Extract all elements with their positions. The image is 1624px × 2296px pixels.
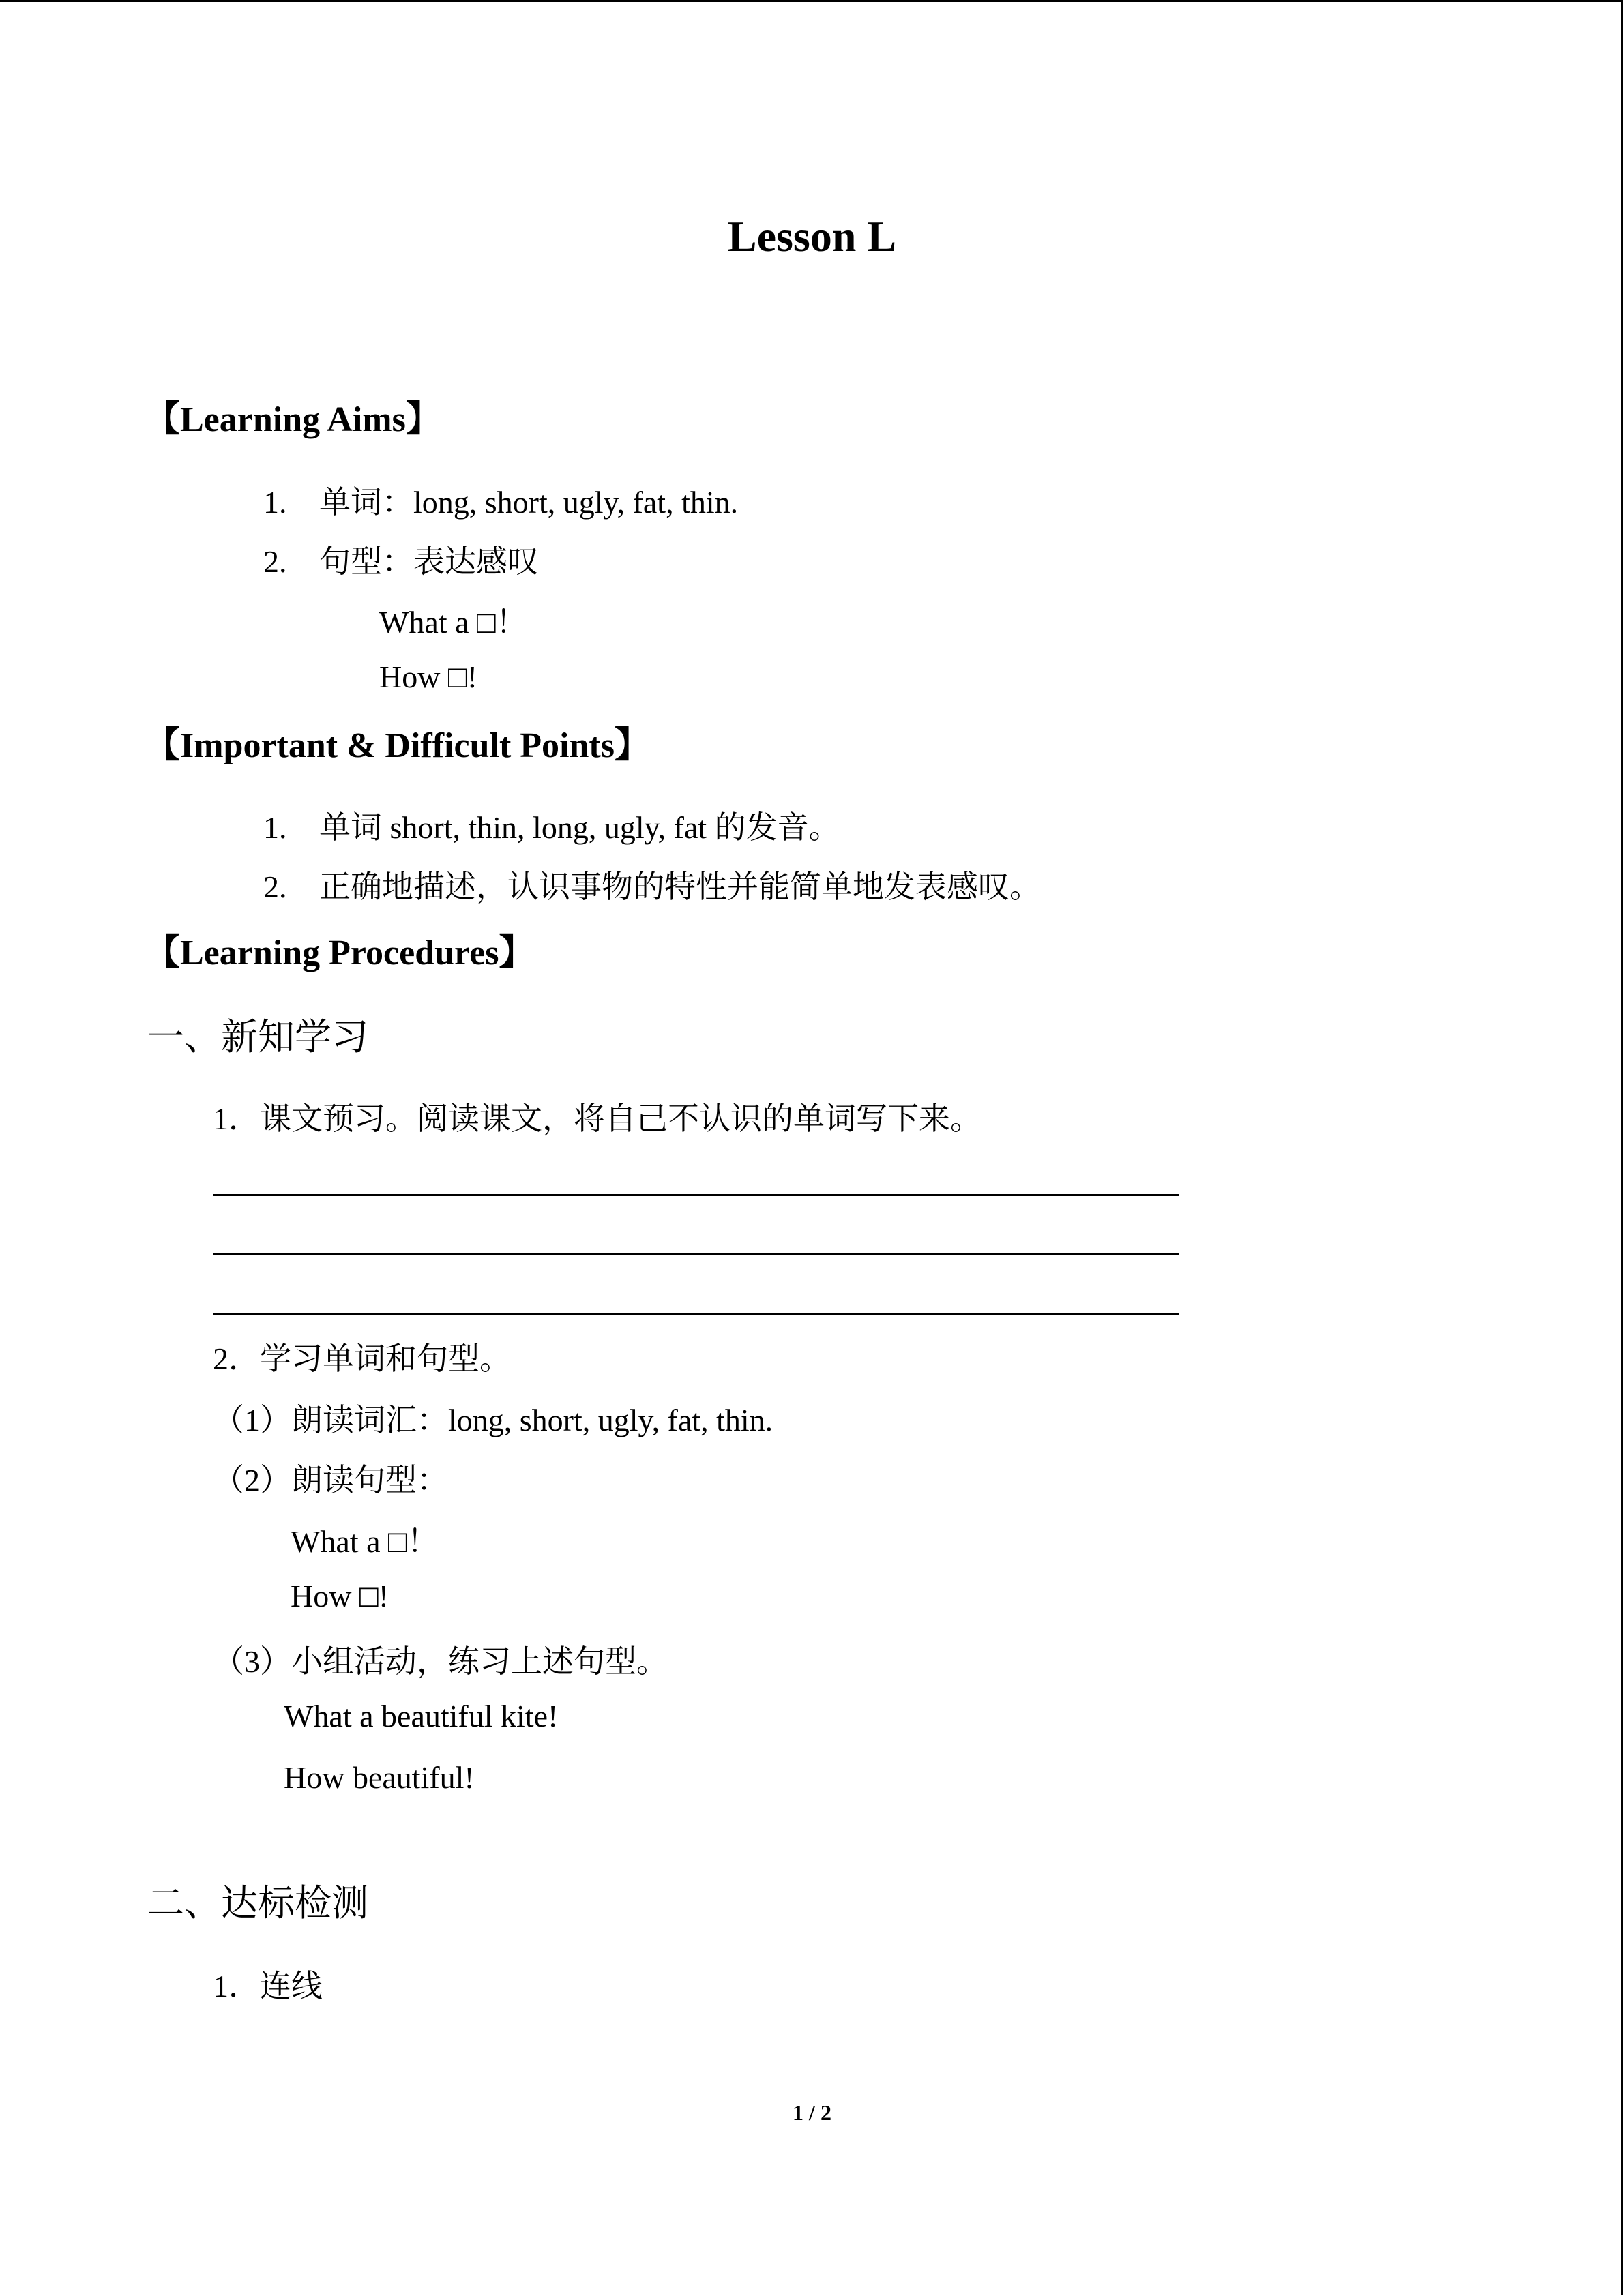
page-number: 1 / 2 bbox=[793, 2100, 831, 2125]
page-title: Lesson L bbox=[727, 212, 897, 260]
item-text: 单词：long, short, ugly, fat, thin. bbox=[319, 485, 739, 520]
step2-text: 2．学习单词和句型。 bbox=[213, 1341, 511, 1376]
part2-title: 二、达标检测 bbox=[147, 1883, 368, 1924]
learning-aim-item bbox=[263, 477, 738, 522]
pattern-how: How □! bbox=[291, 1579, 389, 1613]
item-text: 正确地描述，认识事物的特性并能简单地发表感叹。 bbox=[319, 869, 1041, 904]
item-text: 句型：表达感叹 bbox=[319, 544, 539, 579]
procedures-heading: 【Learning Procedures】 bbox=[145, 934, 535, 972]
item-number: 2. bbox=[263, 544, 287, 579]
part1-title: 一、新知学习 bbox=[147, 1017, 368, 1058]
step1-text: 1．课文预习。阅读课文，将自己不认识的单词写下来。 bbox=[213, 1101, 981, 1136]
answer-line[interactable] bbox=[213, 1313, 1179, 1315]
item-number: 2. bbox=[263, 869, 287, 904]
sub-step-group-activity: （3）小组活动，练习上述句型。 bbox=[213, 1644, 668, 1679]
example-sentence: How beautiful! bbox=[284, 1760, 475, 1795]
answer-line[interactable] bbox=[213, 1253, 1179, 1255]
item-text: 单词 short, thin, long, ugly, fat 的发音。 bbox=[319, 810, 840, 845]
answer-line[interactable] bbox=[213, 1194, 1179, 1196]
pattern-what: What a □！ bbox=[291, 1524, 439, 1559]
example-sentence: What a beautiful kite! bbox=[284, 1699, 559, 1733]
learning-aims-heading: 【Learning Aims】 bbox=[145, 400, 441, 439]
pattern-how: How □! bbox=[379, 659, 478, 694]
part2-step1: 1．连线 bbox=[213, 1969, 323, 2003]
important-points-heading: 【Important & Difficult Points】 bbox=[145, 726, 650, 765]
item-number: 1. bbox=[263, 810, 287, 845]
learning-aim-item bbox=[263, 537, 539, 582]
important-point-item bbox=[263, 862, 1041, 907]
important-point-item bbox=[263, 803, 840, 848]
sub-step-patterns: （2）朗读句型： bbox=[213, 1463, 448, 1497]
pattern-what: What a □！ bbox=[379, 605, 527, 640]
sub-step-vocab: （1）朗读词汇：long, short, ugly, fat, thin. bbox=[213, 1403, 773, 1437]
item-number: 1. bbox=[263, 485, 287, 520]
